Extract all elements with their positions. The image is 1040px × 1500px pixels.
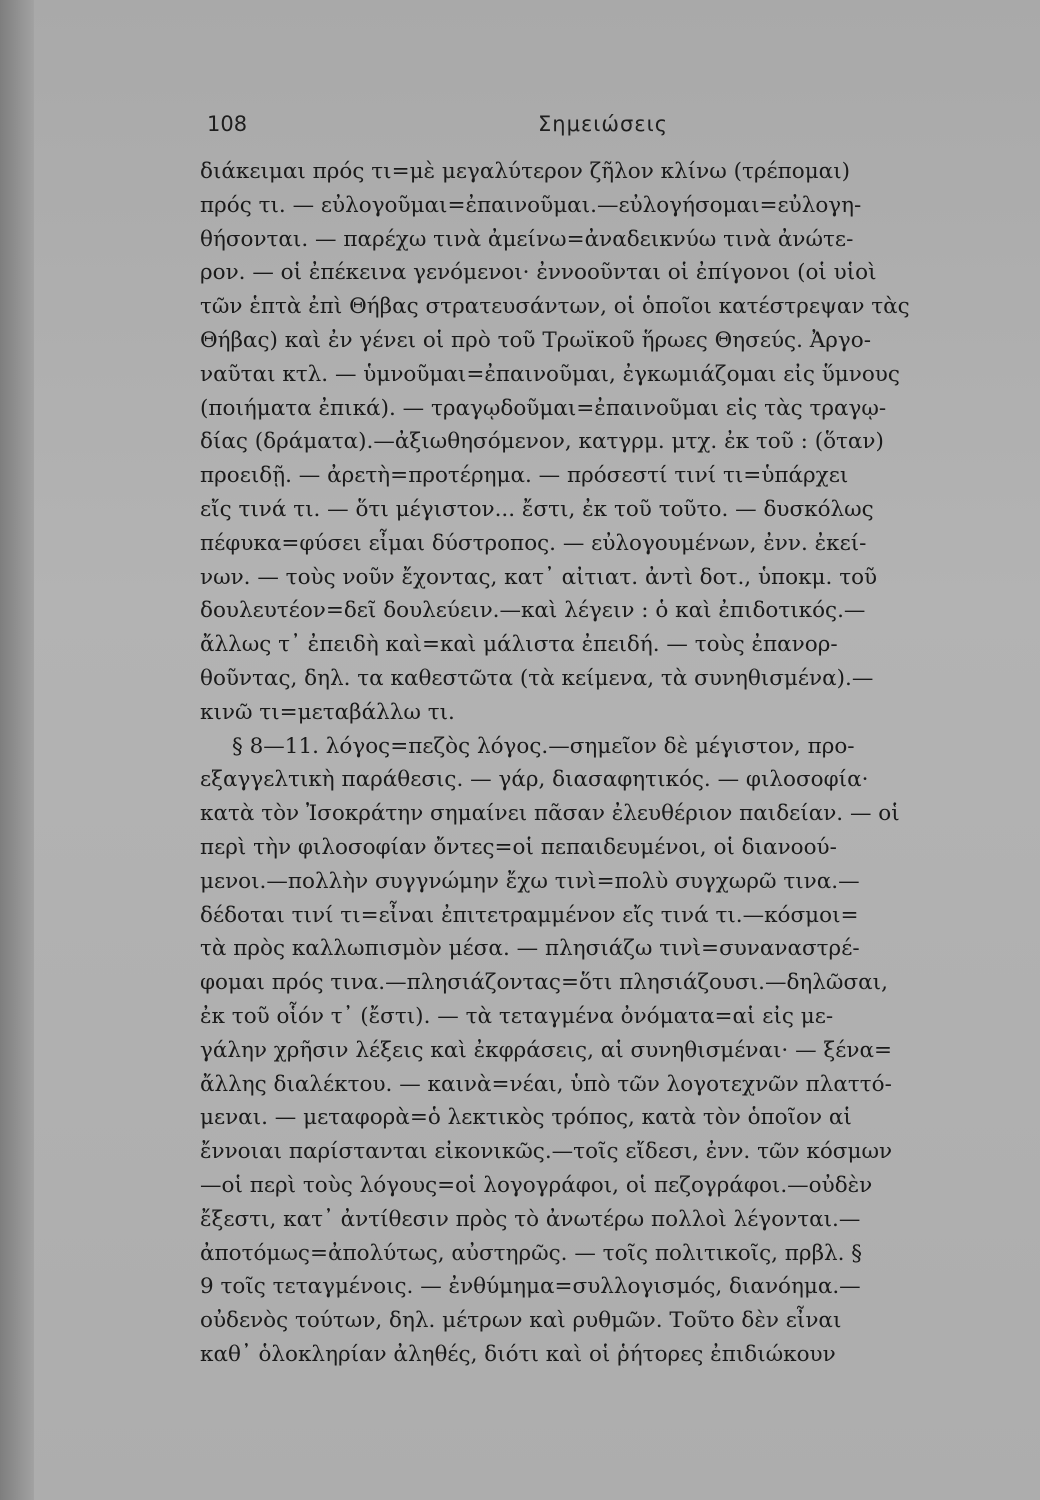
text-line: κατὰ τὸν Ἰσοκράτην σημαίνει πᾶσαν ἐλευθέριον παιδείαν. — οἱ [200,801,900,827]
text-line: ναῦται κτλ. — ὑμνοῦμαι=ἐπαινοῦμαι, ἐγκωμιάζομαι εἰς ὕμνους [200,361,900,387]
page-number: 108 [207,112,248,136]
text-line: Θήβας) καὶ ἐν γένει οἱ πρὸ τοῦ Τρωϊκοῦ ἥρωες Θησεύς. Ἀργο- [200,327,871,353]
body-text [200,155,1034,1372]
text-line: ἄλλως τ᾽ ἐπειδὴ καὶ=καὶ μάλιστα ἐπειδή. — τοὺς ἐπανορ- [200,632,838,658]
text-line: δίας (δράματα).—ἀξιωθησόμενον, κατγρμ. μτχ. ἐκ τοῦ : (ὅταν) [200,429,884,455]
text-line: τῶν ἑπτὰ ἐπὶ Θήβας στρατευσάντων, οἱ ὁποῖοι κατέστρεψαν τὰς [200,294,910,320]
text-line: ἄλλης διαλέκτου. — καινὰ=νέαι, ὑπὸ τῶν λογοτεχνῶν πλαττό- [200,1071,892,1097]
text-line: τὰ πρὸς καλλωπισμὸν μέσα. — πλησιάζω τινὶ=συναναστρέ- [200,936,860,962]
text-line: εἴς τινά τι. — ὅτι μέγιστον... ἔστι, ἐκ τοῦ τοῦτο. — δυσκόλως [200,496,874,522]
text-line: δέδοται τινί τι=εἶναι ἐπιτετραμμένον εἴς τινά τι.—κόσμοι= [200,902,859,928]
text-line: οὐδενὸς τούτων, δηλ. μέτρων καὶ ρυθμῶν. Τοῦτο δὲν εἶναι [200,1308,842,1334]
text-line: γάλην χρῆσιν λέξεις καὶ ἐκφράσεις, αἱ συνηθισμέναι· — ξένα= [200,1037,892,1063]
text-line: ρον. — οἱ ἐπέκεινα γενόμενοι· ἐννοοῦνται οἱ ἐπίγονοι (οἱ υἱοὶ [200,260,877,286]
text-line: ἀποτόμως=ἀπολύτως, αὐστηρῶς. — τοῖς πολιτικοῖς, πρβλ. § [200,1240,863,1266]
text-line: πρός τι. — εὐλογοῦμαι=ἐπαινοῦμαι.—εὐλογήσομαι=εὐλογη- [200,192,862,218]
text-line: θοῦντας, δηλ. τα καθεστῶτα (τὰ κείμενα, τὰ συνηθισμένα).— [200,665,874,691]
text-line: πέφυκα=φύσει εἶμαι δύστροπος. — εὐλογουμένων, ἐνν. ἐκεί- [200,530,867,556]
paragraph-start-line: § 8—11. λόγος=πεζὸς λόγος.—σημεῖον δὲ μέγιστον, προ- [232,733,855,759]
page-header [0,112,1040,142]
text-line: —οἱ περὶ τοὺς λόγους=οἱ λογογράφοι, οἱ πεζογράφοι.—οὐδὲν [200,1172,873,1198]
text-line: προειδῇ. — ἀρετὴ=προτέρημα. — πρόσεστί τινί τι=ὑπάρχει [200,463,849,489]
text-line: δουλευτέον=δεῖ δουλεύειν.—καὶ λέγειν : ὁ καὶ ἐπιδοτικός.— [200,598,866,624]
text-line: (ποιήματα ἐπικά). — τραγῳδοῦμαι=ἐπαινοῦμαι εἰς τὰς τραγῳ- [200,395,887,421]
text-line: ἔξεστι, κατ᾽ ἀντίθεσιν πρὸς τὸ ἀνωτέρω πολλοὶ λέγονται.— [200,1206,861,1232]
text-line: νων. — τοὺς νοῦν ἔχοντας, κατ᾽ αἰτιατ. ἀντὶ δοτ., ὑποκμ. τοῦ [200,564,878,590]
text-line: εξαγγελτικὴ παράθεσις. — γάρ, διασαφητικός. — φιλοσοφία· [200,767,869,793]
running-title: Σημειώσεις [538,112,669,136]
text-line: καθ᾽ ὁλοκληρίαν ἀληθές, διότι καὶ οἱ ῥήτορες ἐπιδιώκουν [200,1341,836,1367]
text-line: κινῶ τι=μεταβάλλω τι. [200,699,455,725]
text-line: θήσονται. — παρέχω τινὰ ἀμείνω=ἀναδεικνύω τινὰ ἀνώτε- [200,226,854,252]
text-line: μενοι.—πολλὴν συγγνώμην ἔχω τινὶ=πολὺ συγχωρῶ τινα.— [200,868,860,894]
text-line: μεναι. — μεταφορὰ=ὁ λεκτικὸς τρόπος, κατὰ τὸν ὁποῖον αἱ [200,1105,852,1131]
text-line: φομαι πρός τινα.—πλησιάζοντας=ὅτι πλησιάζουσι.—δηλῶσαι, [200,970,888,996]
text-line: ἔννοιαι παρίστανται εἰκονικῶς.—τοῖς εἴδεσι, ἐνν. τῶν κόσμων [200,1139,893,1165]
text-line: διάκειμαι πρός τι=μὲ μεγαλύτερον ζῆλον κλίνω (τρέπομαι) [200,159,851,184]
text-line: ἐκ τοῦ οἷόν τ᾽ (ἔστι). — τὰ τεταγμένα ὀνόματα=αἱ εἰς με- [200,1003,834,1029]
text-line: 9 τοῖς τεταγμένοις. — ἐνθύμημα=συλλογισμός, διανόημα.— [200,1274,861,1300]
text-line: περὶ τὴν φιλοσοφίαν ὄντες=οἱ πεπαιδευμένοι, οἱ διανοού- [200,834,837,860]
